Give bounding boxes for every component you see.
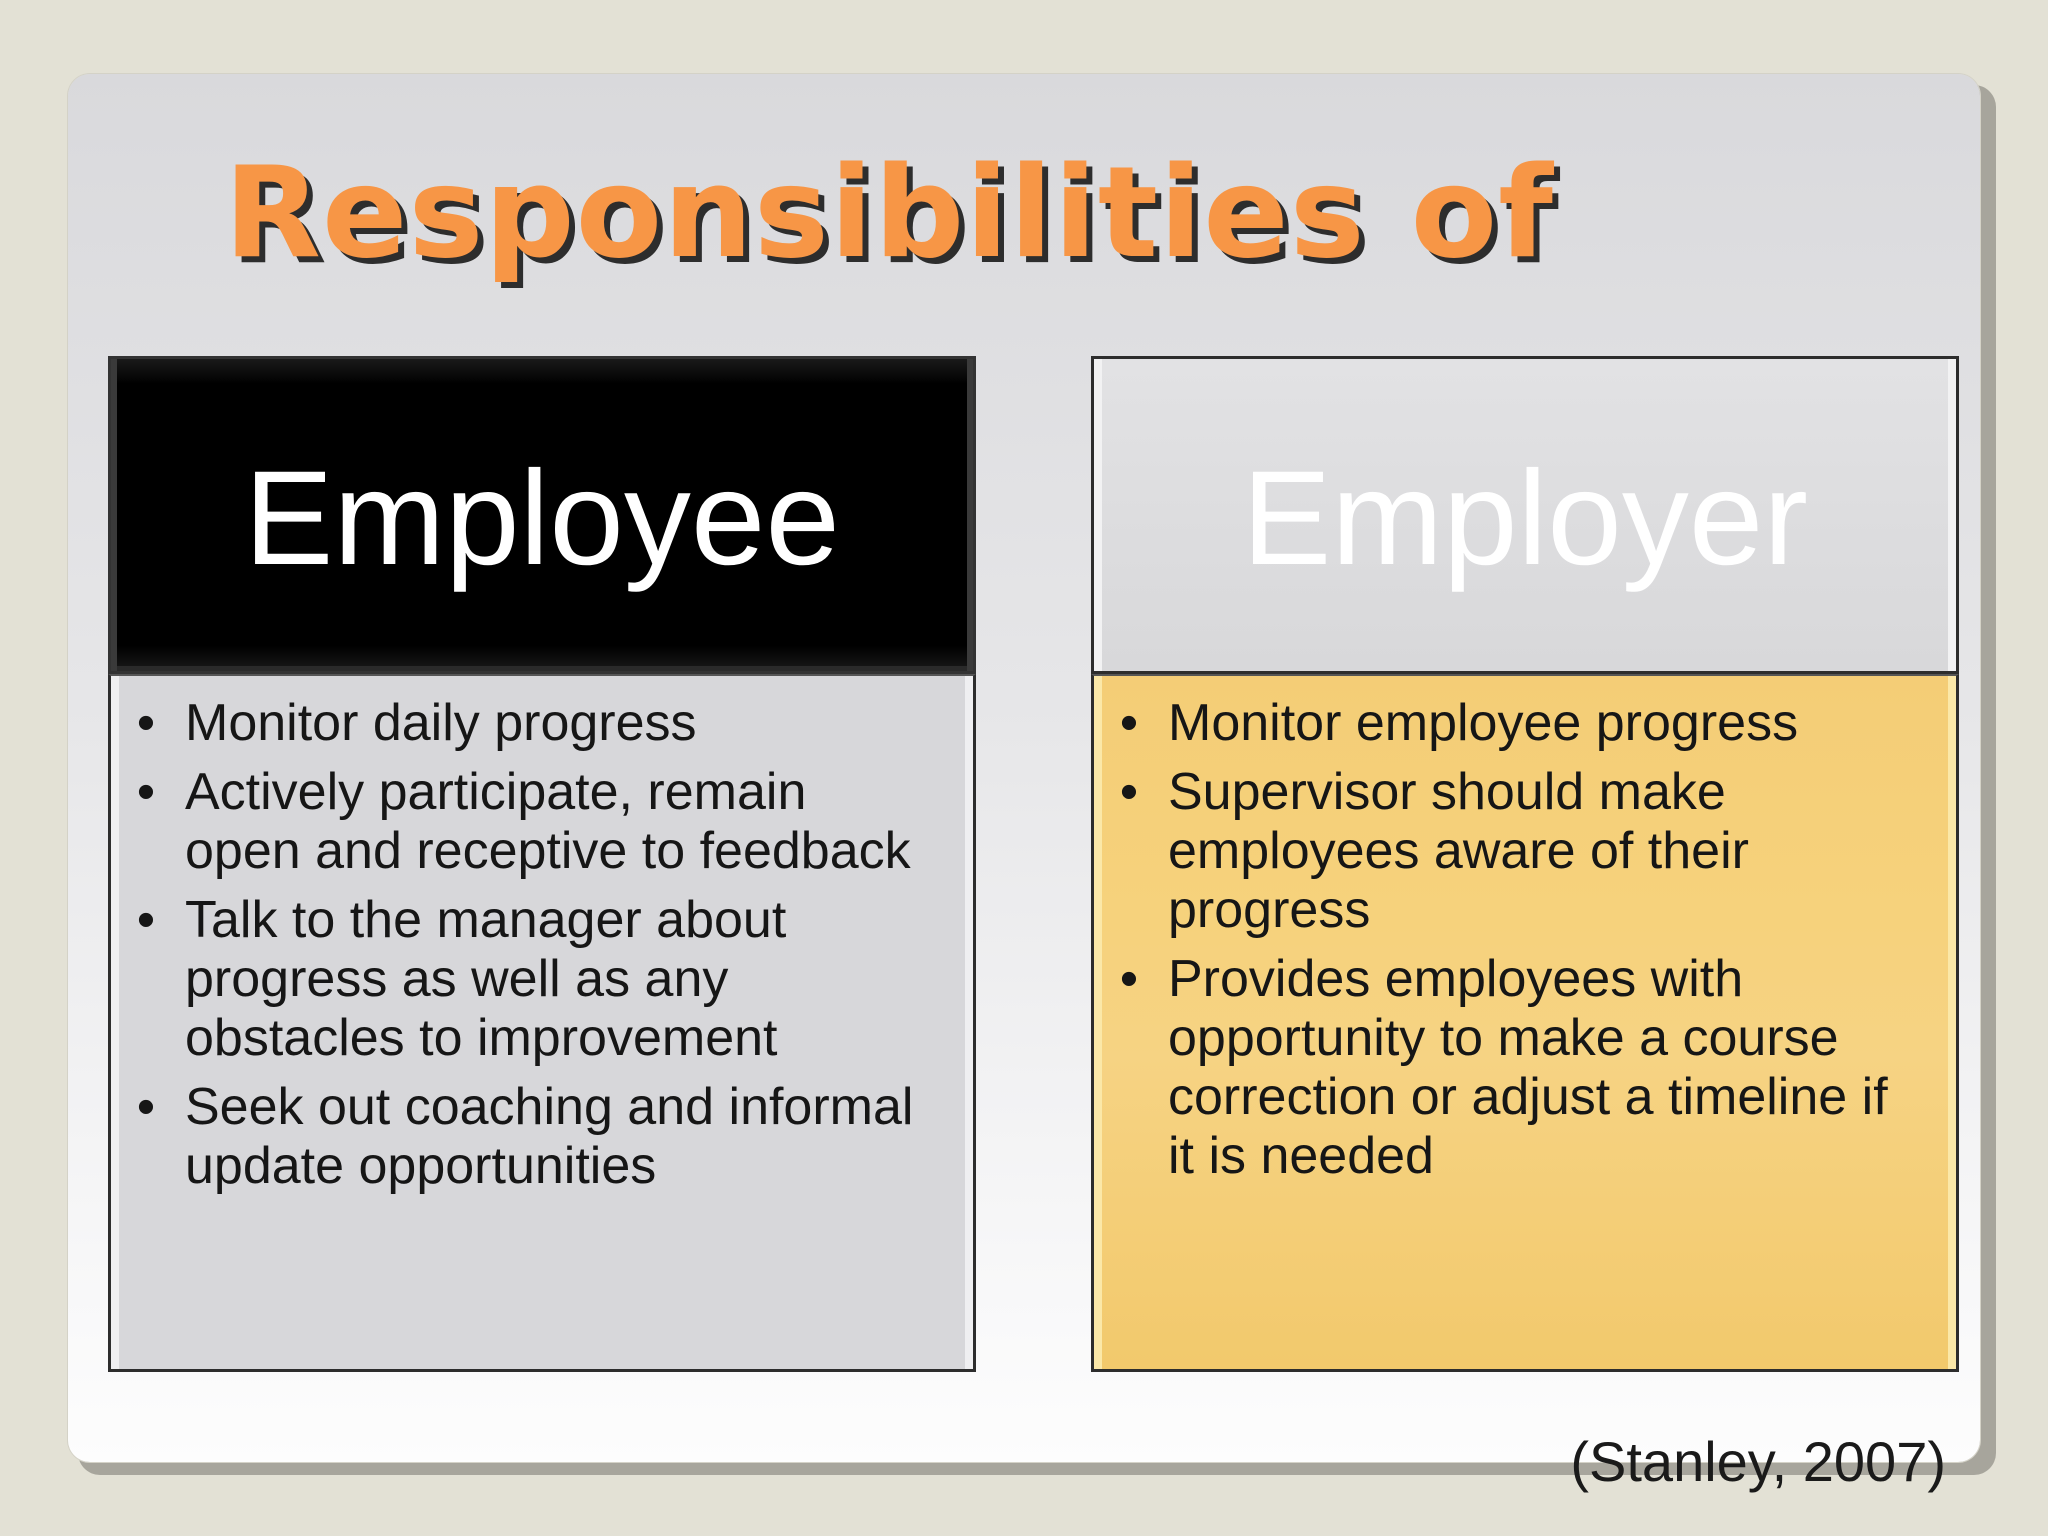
employee-panel	[108, 674, 976, 1372]
bullet-icon: •	[1119, 763, 1139, 821]
employer-bullet-list	[1114, 694, 1916, 1186]
employer-header	[1091, 356, 1959, 674]
list-item: • Provides employees with opportunity to make a course correction or adjust a timeline if it is needed	[1114, 950, 1916, 1186]
employer-heading: Employer	[1242, 444, 1808, 593]
employee-bullet-list	[131, 694, 933, 1196]
list-item: • Supervisor should make employees aware of their progress	[1114, 763, 1916, 940]
bullet-icon: •	[1119, 950, 1139, 1008]
slide-title: Responsibilities of	[224, 139, 1555, 286]
list-item: • Seek out coaching and informal update opportunities	[131, 1078, 933, 1196]
bullet-icon: •	[136, 694, 156, 752]
list-item: • Monitor employee progress	[1114, 694, 1916, 753]
list-item: • Actively participate, remain open and receptive to feedback	[131, 763, 933, 881]
list-item: • Monitor daily progress	[131, 694, 933, 753]
bullet-icon: •	[1119, 694, 1139, 752]
bullet-icon: •	[136, 1078, 156, 1136]
bullet-icon: •	[136, 891, 156, 949]
citation: (Stanley, 2007)	[1570, 1430, 1946, 1493]
list-item: • Talk to the manager about progress as well as any obstacles to improvement	[131, 891, 933, 1068]
employee-heading: Employee	[244, 444, 840, 593]
employer-panel	[1091, 674, 1959, 1372]
bullet-icon: •	[136, 763, 156, 821]
employee-header	[108, 356, 976, 674]
